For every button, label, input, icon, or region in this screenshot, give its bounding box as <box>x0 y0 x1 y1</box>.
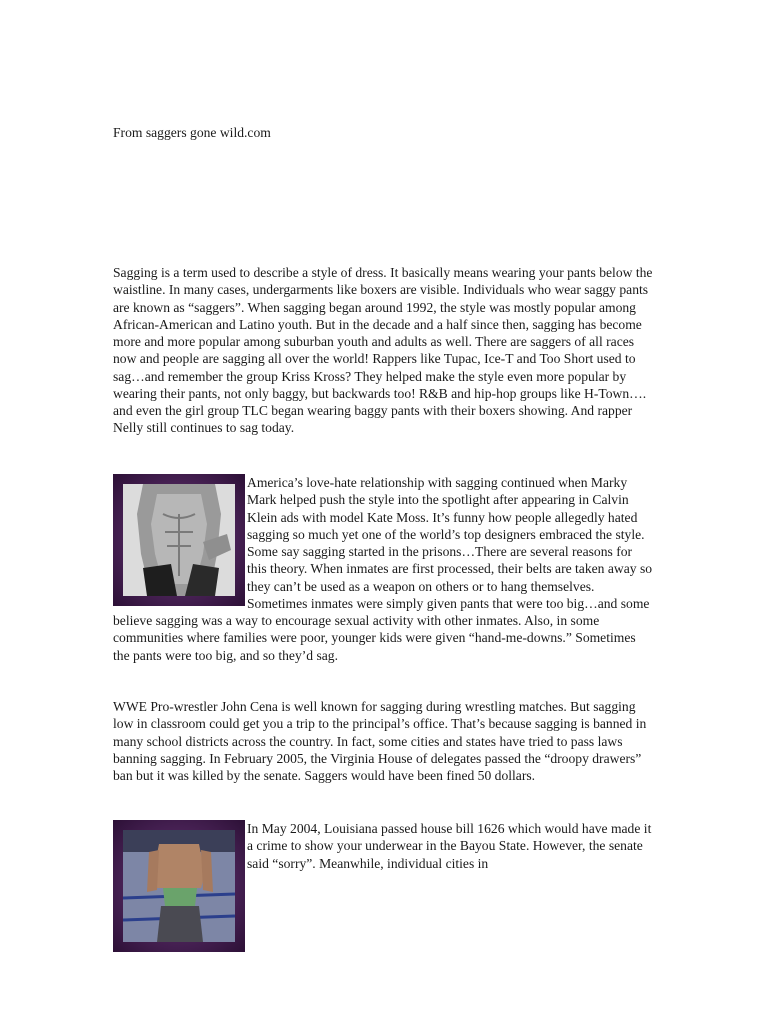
photo-image <box>123 830 235 942</box>
paragraph-john-cena: WWE Pro-wrestler John Cena is well known for sagging during wrestling matches. But sagging low in classroom could get you a trip to the principal’s office. That’s because sagging is banned in many school districts across the country. In fact, some cities and states have tried to pass laws banning sagging. In February 2005, the Virginia House of delegates passed the “droopy drawers” ban but it was killed by the senate. Saggers would have been fined 50 dollars. <box>113 699 647 783</box>
source-line: From saggers gone wild.com <box>113 125 271 140</box>
wrestler-photo <box>113 820 245 952</box>
paragraph-love-hate-text: America’s love-hate relationship with sagging continued when Marky Mark helped push the style into the spotlight after appearing in Calvin Klein ads with model Kate Moss. It’s funny how people allegedly hated sagging so much yet one of the world’s top designers embraced the style. Some say sagging started in the prisons…There are several reasons for this theory. When inmates are first processed, their belts are taken away so they can’t be used as a weapon on others or to hang themselves. Sometimes inmates were simply given pants that were too big…and some believe sagging was a way to encourage sexual activity with other inmates. Also, in some communities where families were poor, younger kids were given “hand-me-downs.” Sometimes the pants were too big, and so they’d sag. <box>113 475 653 663</box>
wrestler-image <box>123 830 235 942</box>
paragraph-louisiana-text: In May 2004, Louisiana passed house bill 1626 which would have made it a crime to show your underwear in the Bayou State. However, the senate said “sorry”. Meanwhile, individual cities in <box>247 821 652 871</box>
paragraph-sagging-definition: Sagging is a term used to describe a style of dress. It basically means wearing your pants below the waistline. In many cases, undergarments like boxers are visible. Individuals who wear saggy pants are known as “saggers”. When sagging began around 1992, the style was mostly popular among African-American and Latino youth. But in the decade and a half since then, sagging has become more and more popular among suburban youth and adults as well. There are saggers of all races now and people are sagging all over the world! Rappers like Tupac, Ice-T and Too Short used to sag…and remember the group Kriss Kross? They helped make the style even more popular by wearing their pants, not only baggy, but backwards too! R&B and hip-hop groups like H-Town…. and even the girl group TLC began wearing baggy pants with their boxers showing. And rapper Nelly still continues to sag today. <box>113 265 653 436</box>
shirtless-model-photo <box>113 474 245 606</box>
paragraph-love-hate <box>113 474 653 664</box>
torso-image <box>123 484 235 596</box>
paragraph-louisiana <box>113 820 653 952</box>
photo-image <box>123 484 235 596</box>
